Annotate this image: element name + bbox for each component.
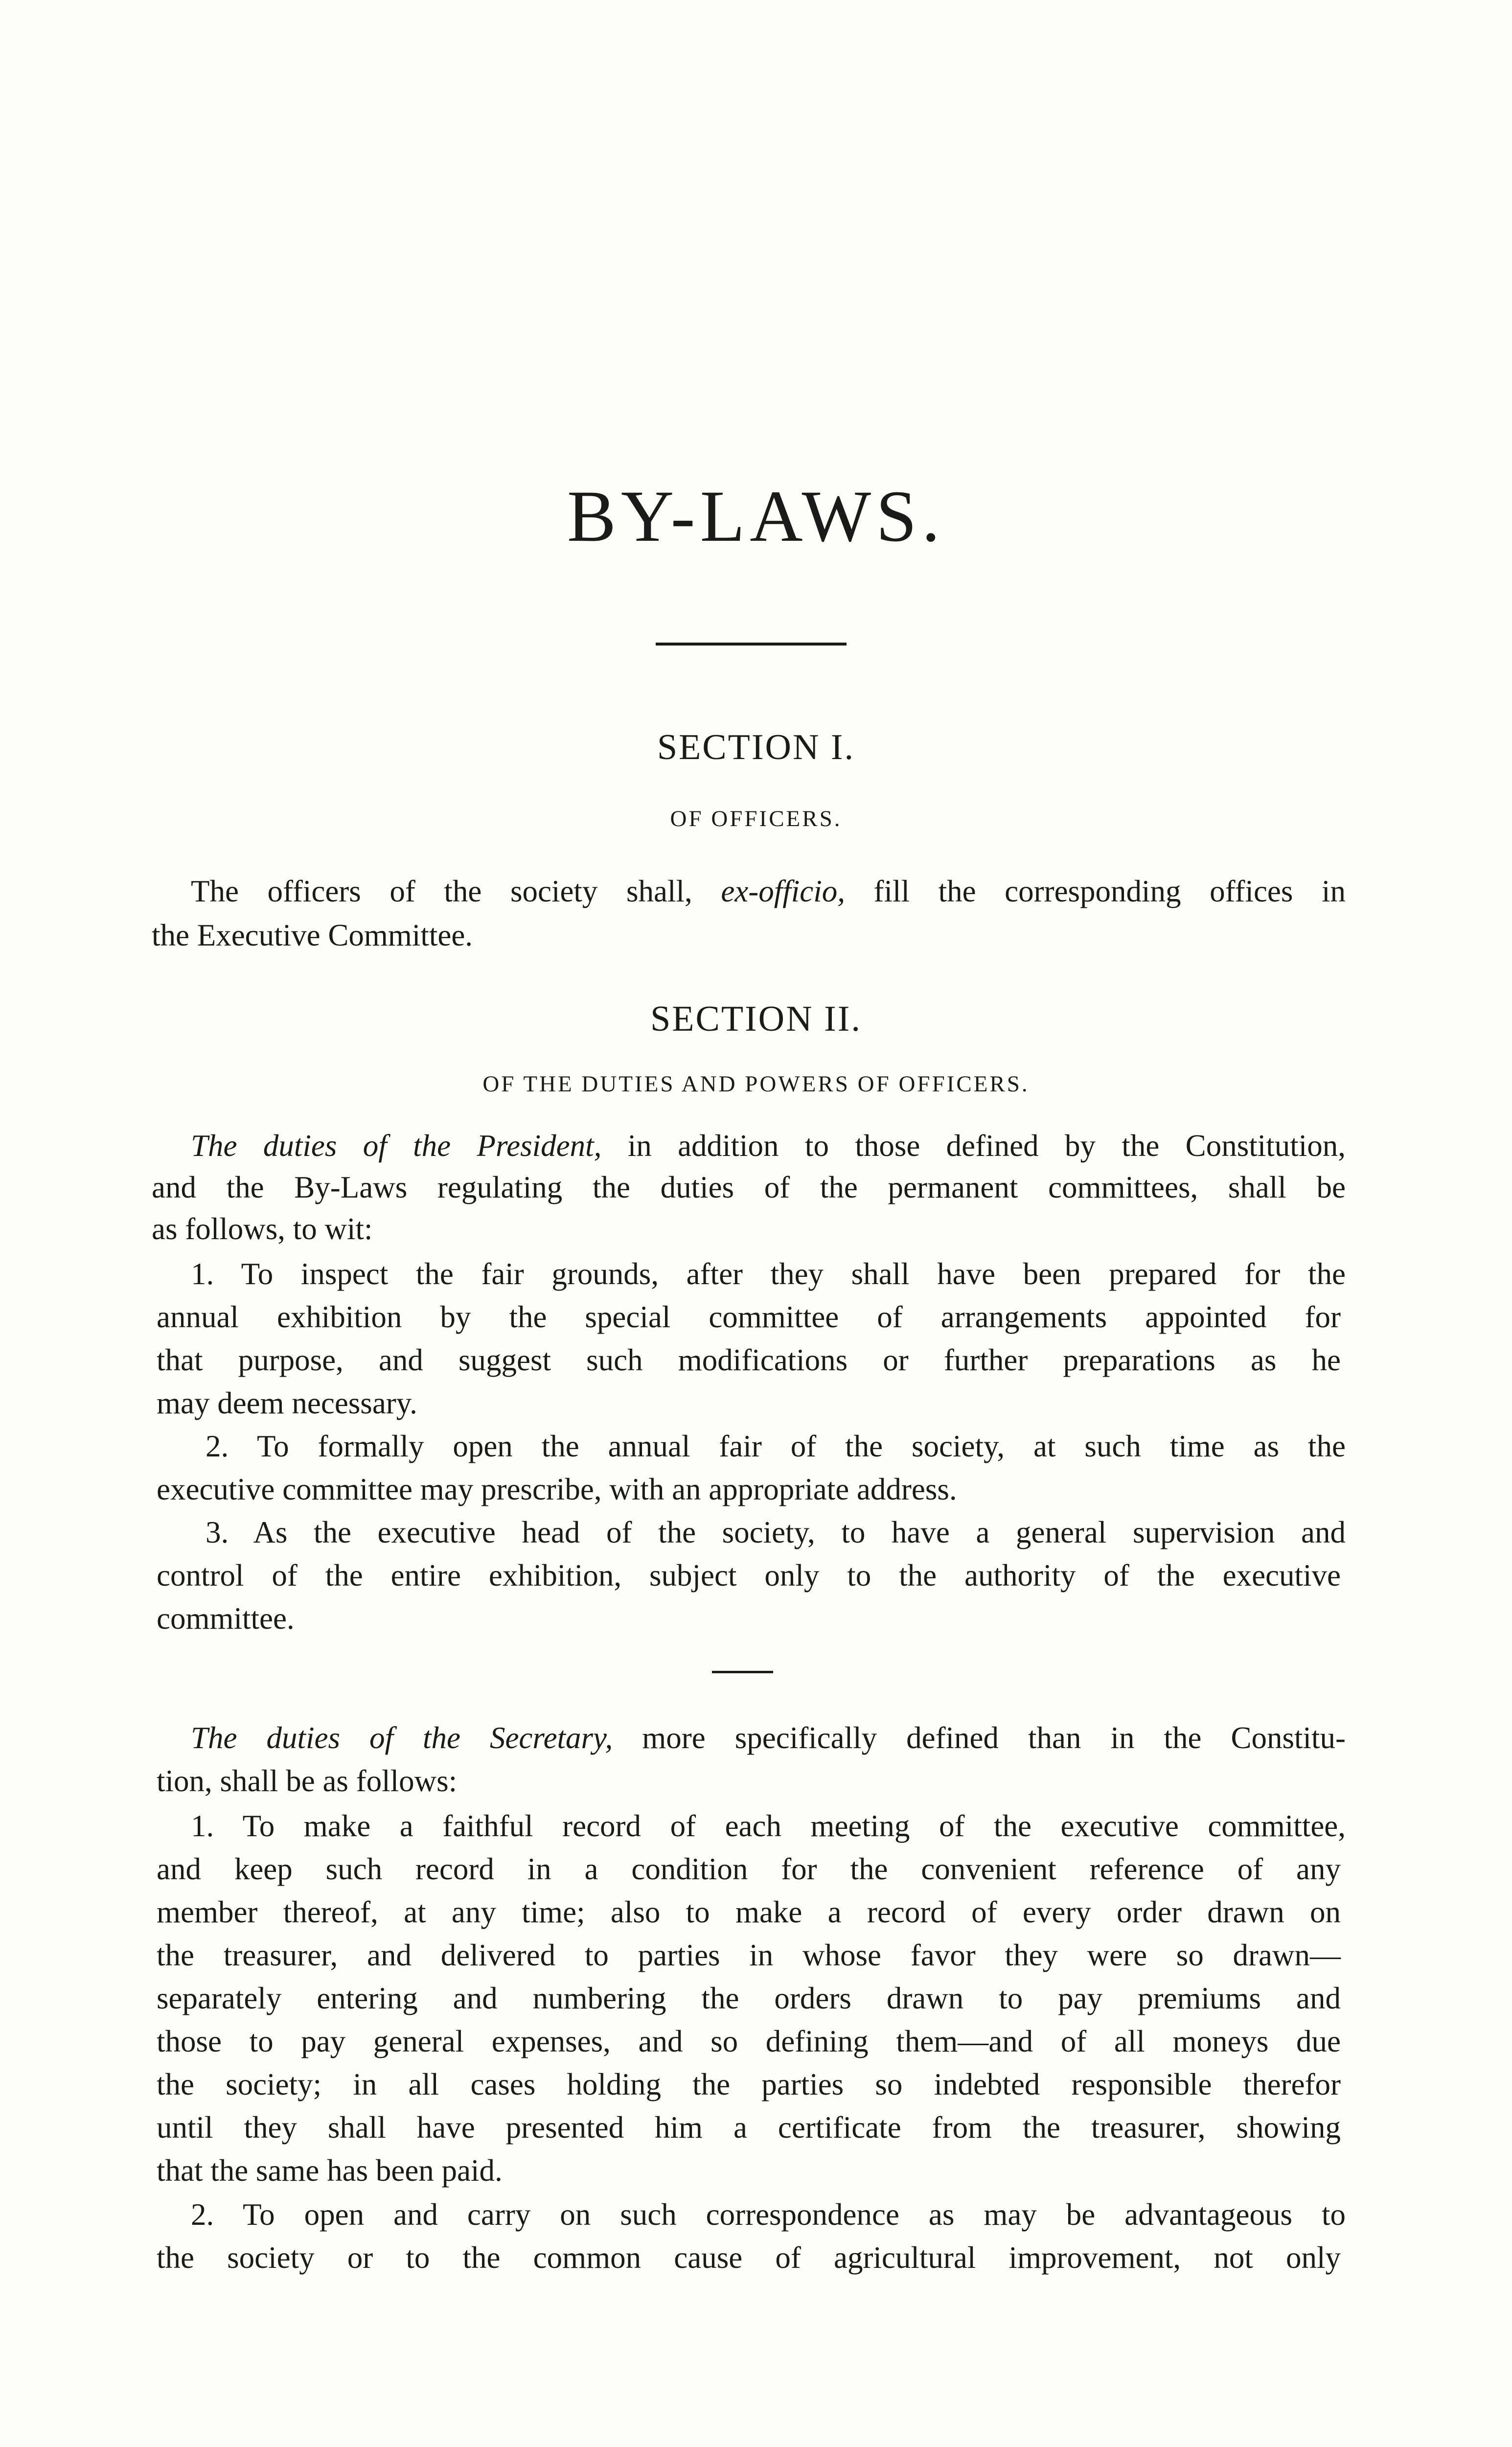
president-line-12: committee.	[157, 1601, 295, 1636]
section-1-heading: SECTION I.	[657, 727, 855, 767]
secretary-line-9: the society; in all cases holding the parties so indebted responsible therefor	[157, 2067, 1341, 2101]
president-line-3: as follows, to wit:	[152, 1212, 373, 1246]
president-line-10: 3. As the executive head of the society, to have a general supervision and	[206, 1515, 1346, 1549]
secretary-line-1: The duties of the Secretary, more specifically defined than in the Constitu-	[191, 1721, 1346, 1755]
president-line-11: control of the entire exhibition, subject only to the authority of the executive	[157, 1558, 1341, 1593]
president-line-9: executive committee may prescribe, with an appropriate address.	[157, 1472, 957, 1506]
secretary-line-12: 2. To open and carry on such correspondence as may be advantageous to	[191, 2197, 1346, 2232]
president-line-1: The duties of the President, in addition to those defined by the Constitution,	[191, 1129, 1346, 1163]
president-line-2: and the By-Laws regulating the duties of the permanent committees, shall be	[152, 1170, 1346, 1204]
president-line-6: that purpose, and suggest such modifications or further preparations as he	[157, 1343, 1341, 1377]
section-1-subheading: OF OFFICERS.	[670, 806, 842, 831]
secretary-line-10: until they shall have presented him a certificate from the treasurer, showing	[157, 2110, 1341, 2145]
section-1-line-1: The officers of the society shall, ex-officio, fill the corresponding offices in	[191, 874, 1346, 908]
section-1-line-2: the Executive Committee.	[152, 918, 473, 952]
secretary-line-8: those to pay general expenses, and so defining them—and of all moneys due	[157, 2024, 1341, 2058]
secretary-line-3: 1. To make a faithful record of each meeting of the executive committee,	[191, 1809, 1346, 1843]
page-title: BY-LAWS.	[567, 476, 945, 557]
president-line-5: annual exhibition by the special committee of arrangements appointed for	[157, 1300, 1341, 1334]
secretary-line-13: the society or to the common cause of agricultural improvement, not only	[157, 2240, 1341, 2275]
secretary-line-6: the treasurer, and delivered to parties in whose favor they were so drawn—	[157, 1938, 1341, 1972]
secretary-line-7: separately entering and numbering the orders drawn to pay premiums and	[157, 1981, 1341, 2015]
secretary-line-11: that the same has been paid.	[157, 2153, 503, 2188]
section-divider	[712, 1671, 773, 1673]
president-line-7: may deem necessary.	[157, 1386, 417, 1420]
president-line-4: 1. To inspect the fair grounds, after they shall have been prepared for the	[191, 1257, 1346, 1291]
section-2-heading: SECTION II.	[650, 999, 862, 1039]
title-divider	[656, 643, 847, 646]
section-2-subheading: OF THE DUTIES AND POWERS OF OFFICERS.	[482, 1071, 1030, 1097]
secretary-line-4: and keep such record in a condition for the convenient reference of any	[157, 1852, 1341, 1886]
president-line-8: 2. To formally open the annual fair of the society, at such time as the	[206, 1429, 1346, 1463]
secretary-line-5: member thereof, at any time; also to make a record of every order drawn on	[157, 1895, 1341, 1929]
secretary-line-2: tion, shall be as follows:	[157, 1764, 458, 1798]
